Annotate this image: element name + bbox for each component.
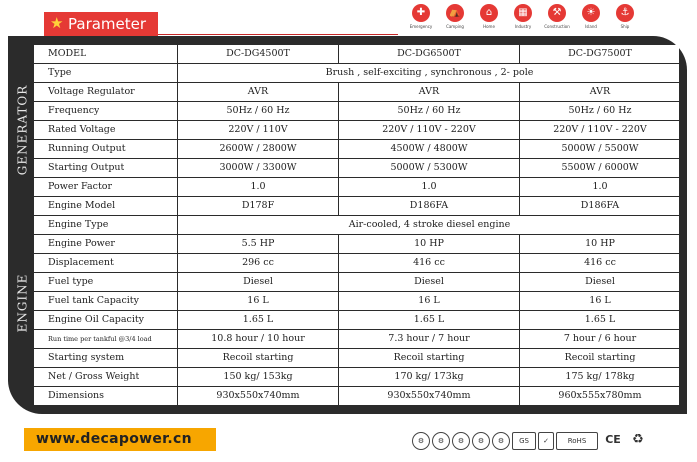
island-icon: ☀ <box>582 4 600 22</box>
home-icon: ⌂ <box>480 4 498 22</box>
generator-section-label: GENERATOR <box>15 84 29 176</box>
table-row-dimensions: Dimensions 930x550x740mm 930x550x740mm 960x555x780mm <box>34 387 679 405</box>
table-row-frequency: Frequency 50Hz / 60 Hz 50Hz / 60 Hz 50Hz / 60 Hz <box>34 102 679 120</box>
header-divider <box>158 34 398 35</box>
table-row-power-factor: Power Factor 1.0 1.0 1.0 <box>34 178 679 196</box>
app-emergency: ✚ Emergency <box>404 4 438 29</box>
table-row-fuel-type: Fuel type Diesel Diesel Diesel <box>34 273 679 291</box>
table-row-running-output: Running Output 2600W / 2800W 4500W / 4800W 5000W / 5500W <box>34 140 679 158</box>
website-url[interactable]: www.decapower.cn <box>36 431 192 447</box>
construction-icon: ⚒ <box>548 4 566 22</box>
emergency-icon: ✚ <box>412 4 430 22</box>
table-row-weight: Net / Gross Weight 150 kg/ 153kg 170 kg/ 173kg 175 kg/ 178kg <box>34 368 679 386</box>
website-banner <box>24 428 216 451</box>
engine-section-label: ENGINE <box>15 273 30 333</box>
table-row-voltage-regulator: Voltage Regulator AVR AVR AVR <box>34 83 679 101</box>
check-mark-icon: ✓ <box>538 432 554 450</box>
table-row-rated-voltage: Rated Voltage 220V / 110V 220V / 110V - 220V 220V / 110V - 220V <box>34 121 679 139</box>
table-row-engine-power: Engine Power 5.5 HP 10 HP 10 HP <box>34 235 679 253</box>
application-icons <box>404 4 644 36</box>
app-home: ⌂ Home <box>472 4 506 29</box>
parameter-tab <box>44 12 158 36</box>
app-ship: ⚓ Ship <box>608 4 642 29</box>
rohs-icon: RoHS <box>556 432 598 450</box>
table-row-fuel-tank-capacity: Fuel tank Capacity 16 L 16 L 16 L <box>34 292 679 310</box>
certification-icons <box>412 432 678 450</box>
ship-icon: ⚓ <box>616 4 634 22</box>
star-icon: ★ <box>50 14 64 32</box>
app-island: ☀ Island <box>574 4 608 29</box>
table-row-model: MODEL DC-DG4500T DC-DG6500T DC-DG7500T <box>34 45 679 63</box>
app-camping: ⛺ Camping <box>438 4 472 29</box>
table-row-engine-oil-capacity: Engine Oil Capacity 1.65 L 1.65 L 1.65 L <box>34 311 679 329</box>
recycle-icon: ♻ <box>632 432 644 447</box>
page-title: Parameter <box>68 15 147 33</box>
cert-icon-4: ⚙ <box>472 432 490 450</box>
camping-icon: ⛺ <box>446 4 464 22</box>
table-row-starting-output: Starting Output 3000W / 3300W 5000W / 5300W 5500W / 6000W <box>34 159 679 177</box>
table-row-run-time: Run time per tankful @3/4 load 10.8 hour / 10 hour 7.3 hour / 7 hour 7 hour / 6 hour <box>34 330 679 348</box>
cert-icon-5: ⚙ <box>492 432 510 450</box>
table-row-starting-system: Starting system Recoil starting Recoil starting Recoil starting <box>34 349 679 367</box>
app-construction: ⚒ Construction <box>540 4 574 29</box>
gs-mark-icon: GS <box>512 432 536 450</box>
ce-mark-icon: CE <box>605 433 621 446</box>
table-row-displacement: Displacement 296 cc 416 cc 416 cc <box>34 254 679 272</box>
table-row-type: Type Brush , self-exciting , synchronous , 2- pole <box>34 64 679 82</box>
app-industry: ▦ Industry <box>506 4 540 29</box>
cert-icon-3: ⚙ <box>452 432 470 450</box>
table-row-engine-model: Engine Model D178F D186FA D186FA <box>34 197 679 215</box>
table-row-engine-type: Engine Type Air-cooled, 4 stroke diesel engine <box>34 216 679 234</box>
industry-icon: ▦ <box>514 4 532 22</box>
cert-icon-2: ⚙ <box>432 432 450 450</box>
cert-icon-1: ⚙ <box>412 432 430 450</box>
